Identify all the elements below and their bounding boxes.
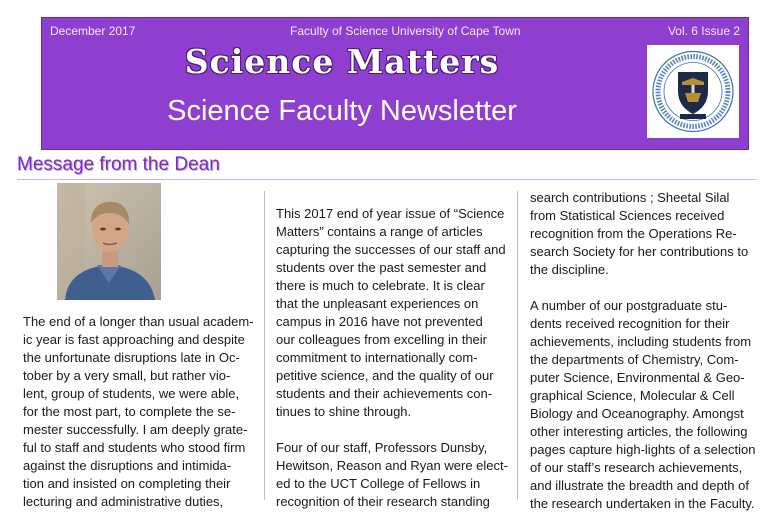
text-line: the departments of Chemistry, Com- (530, 352, 739, 367)
column-2-text (276, 205, 508, 511)
text-line: from Statistical Sciences received (530, 208, 725, 223)
text-line: lecturing and administrative duties, (23, 494, 224, 509)
column-3-text (530, 189, 755, 513)
text-line: capturing the successes of our staff and (276, 242, 506, 257)
university-logo (647, 45, 739, 138)
text-line: commitment to internationally com- (276, 350, 478, 365)
text-line: Biology and Oceanography. Amongst (530, 406, 744, 421)
text-line: students over the past semester and (276, 260, 487, 275)
column-divider-2 (517, 191, 518, 500)
text-line: ic year is fast approaching and despite (23, 332, 245, 347)
text-line: Matters” contains a range of articles (276, 224, 483, 239)
issue-number: Vol. 6 Issue 2 (667, 24, 740, 38)
publisher-line: Faculty of Science University of Cape Town (290, 24, 521, 38)
heading-rule (17, 179, 757, 180)
text-line: against the disruptions and intimida- (23, 458, 232, 473)
text-line: search contributions ; Sheetal Silal (530, 190, 730, 205)
uct-crest-icon (647, 45, 739, 138)
text-line: recognition from the Operations Re- (530, 226, 737, 241)
text-line: tion and insisted on completing their (23, 476, 231, 491)
text-line: ed to the UCT College of Fellows in (276, 476, 481, 491)
text-line: The end of a longer than usual academ- (23, 314, 254, 329)
column-1-text (23, 313, 254, 511)
dean-portrait-icon (57, 183, 161, 300)
text-line: campus in 2016 have not prevented (276, 314, 483, 329)
text-line: of our staff’s research achievements, (530, 460, 743, 475)
newsletter-title: Science Matters (184, 42, 500, 81)
text-line: that the unpleasant experiences on (276, 296, 479, 311)
text-line: students and their achievements con- (276, 386, 493, 401)
newsletter-subtitle: Science Faculty Newsletter (167, 95, 517, 127)
text-line: A number of our postgraduate stu- (530, 298, 728, 313)
text-line: lent, group of students, we were able, (23, 386, 240, 401)
newsletter-banner (41, 17, 749, 150)
text-line: Hewitson, Reason and Ryan were elect- (276, 458, 508, 473)
text-line: pages capture high-lights of a selection (530, 442, 756, 457)
text-line: our colleagues from excelling in their (276, 332, 487, 347)
text-line: tober by a very small, but rather vio- (23, 368, 231, 383)
text-line: tinues to shine through. (276, 404, 412, 419)
text-line: graphical Science, Molecular & Cell (530, 388, 735, 403)
section-heading: Message from the Dean (17, 154, 220, 175)
issue-date: December 2017 (50, 24, 136, 38)
text-line: search Society for her contributions to (530, 244, 749, 259)
text-line: the discipline. (530, 262, 609, 277)
dean-photo (57, 183, 161, 300)
text-line: for the most part, to complete the se- (23, 404, 236, 419)
text-line: puter Science, Environmental & Geo- (530, 370, 745, 385)
text-line: ful to staff and students who stood firm (23, 440, 246, 455)
text-line: dents received recognition for their (530, 316, 730, 331)
column-divider-1 (264, 191, 265, 500)
text-line: This 2017 end of year issue of “Science (276, 206, 505, 221)
text-line: petitive science, and the quality of our (276, 368, 494, 383)
text-line: there is much to celebrate. It is clear (276, 278, 485, 293)
text-line: mester successfully. I am deeply grate- (23, 422, 248, 437)
text-line: Four of our staff, Professors Dunsby, (276, 440, 488, 455)
text-line: recognition of their research standing (276, 494, 490, 509)
text-line: achievements, including students from (530, 334, 752, 349)
text-line: other interesting articles, the following (530, 424, 748, 439)
text-line: and illustrate the breadth and depth of (530, 478, 749, 493)
text-line: the research undertaken in the Faculty. (530, 496, 755, 511)
text-line: the unfortunate disruptions late in Oc- (23, 350, 240, 365)
